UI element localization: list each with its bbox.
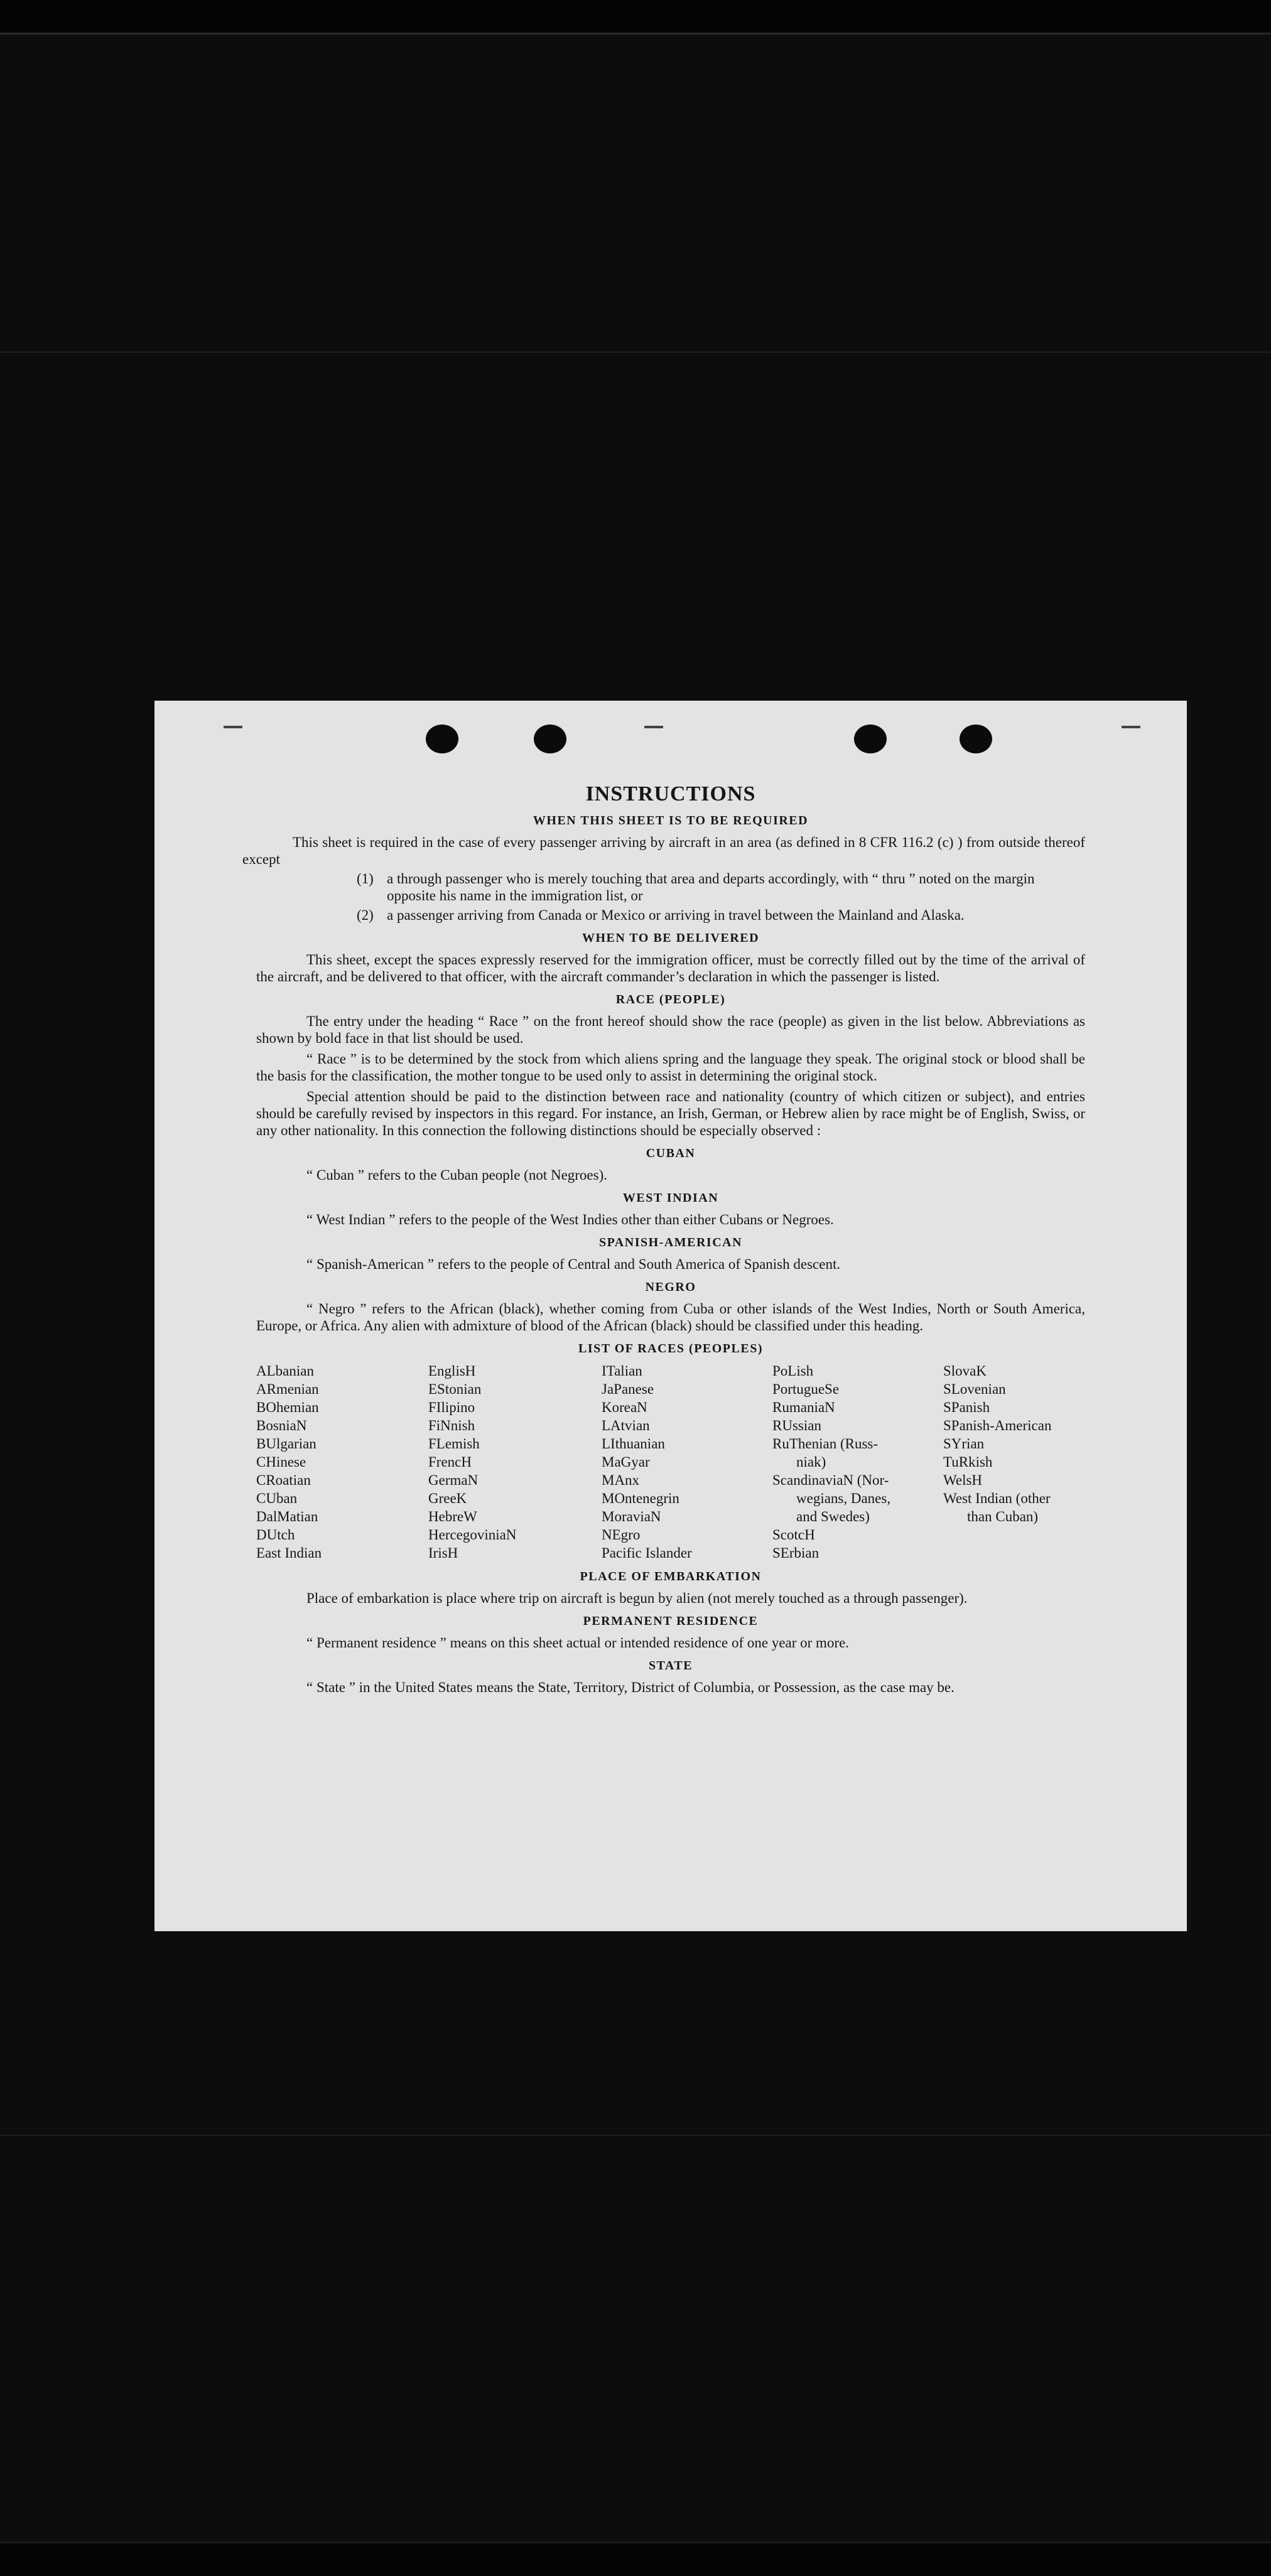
race-paragraph: “ Race ” is to be determined by the stock from which aliens spring and the language they speak. The original stock or blood shall be the basis for the classification, the mother tongue to be used only to assist in determining the original stock. <box>256 1051 1085 1084</box>
race-entry: MOntenegrin <box>602 1490 679 1506</box>
races-column-5 <box>943 1362 1085 1562</box>
race-entry: RUssian <box>772 1418 821 1433</box>
heading-cuban: CUBAN <box>646 1146 696 1160</box>
race-entry: ITalian <box>602 1363 642 1379</box>
exception-number: (2) <box>357 907 374 923</box>
race-entry: RuThenian (Russ- <box>772 1436 879 1452</box>
race-entry: CRoatian <box>256 1472 311 1488</box>
permanent-residence-text: “ Permanent residence ” means on this sheet actual or intended residence of one year or more. <box>306 1635 850 1651</box>
punch-hole <box>534 725 566 753</box>
race-entry: BUlgarian <box>256 1436 316 1452</box>
race-entry: CHinese <box>256 1454 306 1470</box>
race-entry: FiNnish <box>428 1418 475 1433</box>
page-title: INSTRUCTIONS <box>585 782 756 806</box>
race-entry: NEgro <box>602 1527 641 1543</box>
race-entry: SPanish <box>943 1399 990 1415</box>
race-entry: MAnx <box>602 1472 640 1488</box>
races-column-2 <box>428 1362 602 1562</box>
punch-hole <box>426 725 458 753</box>
races-column-4 <box>772 1362 943 1562</box>
race-entry: GreeK <box>428 1490 467 1506</box>
race-entry: West Indian (other <box>943 1490 1051 1506</box>
exception-number: (1) <box>357 871 374 887</box>
race-entry: FrencH <box>428 1454 472 1470</box>
edge-mark <box>224 726 242 728</box>
scan-line <box>0 352 1271 353</box>
race-entry: SYrian <box>943 1436 985 1452</box>
race-entry: East Indian <box>256 1545 322 1561</box>
race-entry: EnglisH <box>428 1363 476 1379</box>
heading-list-of-races: LIST OF RACES (PEOPLES) <box>578 1342 763 1355</box>
film-edge-top <box>0 0 1271 35</box>
heading-embarkation: PLACE OF EMBARKATION <box>580 1570 762 1583</box>
race-entry: LIthuanian <box>602 1436 665 1452</box>
heading-spanish-american: SPANISH-AMERICAN <box>598 1236 743 1249</box>
exception-item <box>357 870 1085 904</box>
race-paragraph: Special attention should be paid to the distinction between race and nationality (country of which citizen or subject), and entries should be carefully revised by inspectors in this regard. For instance, an Irish, German, or Hebrew alien by race might be of English, Swiss, or any other nationality. In this connection the following distinctions should be especially observed : <box>256 1089 1085 1138</box>
race-entry: GermaN <box>428 1472 479 1488</box>
when-required-intro: This sheet is required in the case of every passenger arriving by aircraft in an area (as defined in 8 CFR 116.2 (c) ) from outside thereof except <box>242 834 1085 867</box>
races-list <box>256 1362 1085 1562</box>
scan-line <box>0 2135 1271 2136</box>
heading-when-required: WHEN THIS SHEET IS TO BE REQUIRED <box>533 814 809 827</box>
race-entry: CUban <box>256 1490 298 1506</box>
state-text: “ State ” in the United States means the State, Territory, District of Columbia, or Possession, as the case may be. <box>306 1679 955 1695</box>
race-entry: FLemish <box>428 1436 480 1452</box>
race-entry: ALbanian <box>256 1363 314 1379</box>
race-entry: IrisH <box>428 1545 458 1561</box>
race-entry: SPanish-American <box>943 1418 1052 1433</box>
race-entry: JaPanese <box>602 1381 654 1397</box>
race-entry: BOhemian <box>256 1399 319 1415</box>
edge-mark <box>644 726 663 728</box>
race-entry: TuRkish <box>943 1454 993 1470</box>
races-column-3 <box>602 1362 772 1562</box>
race-entry: SlovaK <box>943 1363 987 1379</box>
document-page <box>154 701 1187 1931</box>
race-entry: HercegoviniaN <box>428 1527 517 1543</box>
embarkation-text: Place of embarkation is place where trip on aircraft is begun by alien (not merely touched as a through passenger). <box>306 1590 968 1606</box>
exception-item <box>357 907 1085 924</box>
punch-hole <box>960 725 992 753</box>
race-entry-continued: wegians, Danes, <box>796 1490 891 1506</box>
heading-race: RACE (PEOPLE) <box>615 993 726 1006</box>
exception-text: a passenger arriving from Canada or Mexico or arriving in travel between the Mainland and Alaska. <box>387 907 965 923</box>
spanish-american-text: “ Spanish-American ” refers to the people of Central and South America of Spanish descent. <box>306 1256 841 1272</box>
race-paragraph: The entry under the heading “ Race ” on the front hereof should show the race (people) as given in the list below. Abbreviations as shown by bold face in that list should be used. <box>256 1013 1085 1046</box>
race-entry: BosniaN <box>256 1418 307 1433</box>
heading-permanent-residence: PERMANENT RESIDENCE <box>583 1614 759 1628</box>
exception-text: a through passenger who is merely touching that area and departs accordingly, with “ thru ” noted on the margin opposite his name in the immigration list, or <box>387 871 1035 903</box>
race-entry: PoLish <box>772 1363 814 1379</box>
when-delivered-text: This sheet, except the spaces expressly reserved for the immigration officer, must be correctly filled out by the time of the arrival of the aircraft, and be delivered to that officer, with the aircraft commander’s declaration in which the passenger is listed. <box>256 952 1085 984</box>
race-entry: KoreaN <box>602 1399 647 1415</box>
edge-mark <box>1122 726 1140 728</box>
race-entry: LAtvian <box>602 1418 650 1433</box>
heading-when-delivered: WHEN TO BE DELIVERED <box>581 931 760 945</box>
race-entry: FIlipino <box>428 1399 475 1415</box>
races-column-1 <box>256 1362 428 1562</box>
race-entry: MoraviaN <box>602 1509 661 1524</box>
cuban-text: “ Cuban ” refers to the Cuban people (not Negroes). <box>306 1167 608 1183</box>
race-entry: MaGyar <box>602 1454 650 1470</box>
west-indian-text: “ West Indian ” refers to the people of the West Indies other than either Cubans or Negroes. <box>306 1212 834 1227</box>
race-entry: ARmenian <box>256 1381 319 1397</box>
film-edge-bottom <box>0 2541 1271 2576</box>
heading-west-indian: WEST INDIAN <box>622 1191 719 1205</box>
punch-hole <box>854 725 887 753</box>
race-entry: DUtch <box>256 1527 295 1543</box>
race-entry: SErbian <box>772 1545 819 1561</box>
heading-negro: NEGRO <box>645 1280 696 1294</box>
race-entry: ScandinaviaN (Nor- <box>772 1472 889 1488</box>
race-entry: PortugueSe <box>772 1381 840 1397</box>
race-entry: WelsH <box>943 1472 983 1488</box>
race-entry: EStonian <box>428 1381 482 1397</box>
race-entry: SLovenian <box>943 1381 1006 1397</box>
race-entry-continued: and Swedes) <box>796 1509 870 1524</box>
race-entry: HebreW <box>428 1509 477 1524</box>
race-entry-continued: niak) <box>796 1454 826 1470</box>
race-entry-continued: than Cuban) <box>967 1509 1039 1524</box>
race-entry: ScotcH <box>772 1527 815 1543</box>
heading-state: STATE <box>648 1659 693 1673</box>
instructions-content <box>242 782 1085 1696</box>
race-entry: RumaniaN <box>772 1399 835 1415</box>
negro-text: “ Negro ” refers to the African (black), whether coming from Cuba or other islands of the West Indies, North or South America, Europe, or Africa. Any alien with admixture of blood of the African (black) should be classified under this heading. <box>256 1301 1085 1334</box>
race-entry: DalMatian <box>256 1509 318 1524</box>
race-entry: Pacific Islander <box>602 1545 692 1561</box>
